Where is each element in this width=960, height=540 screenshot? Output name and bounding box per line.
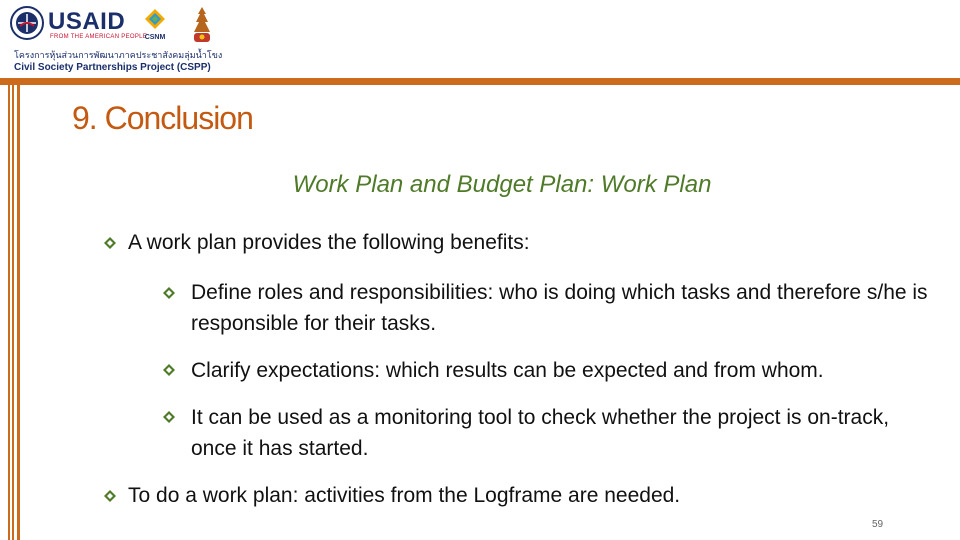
diamond-bullet-icon [104, 237, 116, 249]
thai-project-name: โครงการหุ้นส่วนการพัฒนาภาคประชาสังคมลุ่มน้ำโขง [14, 50, 223, 60]
usaid-wordmark: USAID [48, 8, 126, 35]
university-emblem-icon [190, 6, 214, 44]
csnm-emblem-icon [138, 8, 172, 34]
slide-title: 9. Conclusion [72, 100, 253, 136]
diamond-bullet-icon [163, 411, 175, 423]
header-divider [0, 78, 960, 85]
usaid-seal-icon [10, 6, 44, 40]
bullet-text: To do a work plan: activities from the Logframe are needed. [128, 484, 681, 507]
diamond-bullet-icon [104, 490, 116, 502]
diamond-bullet-icon [163, 287, 175, 299]
slide-subtitle: Work Plan and Budget Plan: Work Plan [292, 171, 712, 198]
csnm-logo [138, 8, 172, 44]
usaid-tagline: FROM THE AMERICAN PEOPLE [50, 34, 148, 40]
left-border-line [17, 85, 20, 540]
sub-bullet-text: Clarify expectations: which results can be expected and from whom. [191, 359, 824, 382]
sub-bullet-text: It can be used as a monitoring tool to check whether the project is on-track, once it has started. [191, 406, 890, 460]
bullet-text: A work plan provides the following benefits: [128, 231, 530, 254]
left-border-line [12, 85, 14, 540]
page-number: 59 [872, 519, 884, 530]
diamond-bullet-icon [163, 364, 175, 376]
csnm-label: CSNM [144, 34, 166, 41]
sub-bullet-text: Define roles and responsibilities: who is doing which tasks and therefore s/he is responsible for their tasks. [191, 281, 928, 335]
project-name: Civil Society Partnerships Project (CSPP) [14, 62, 211, 73]
left-border-line [8, 85, 10, 540]
